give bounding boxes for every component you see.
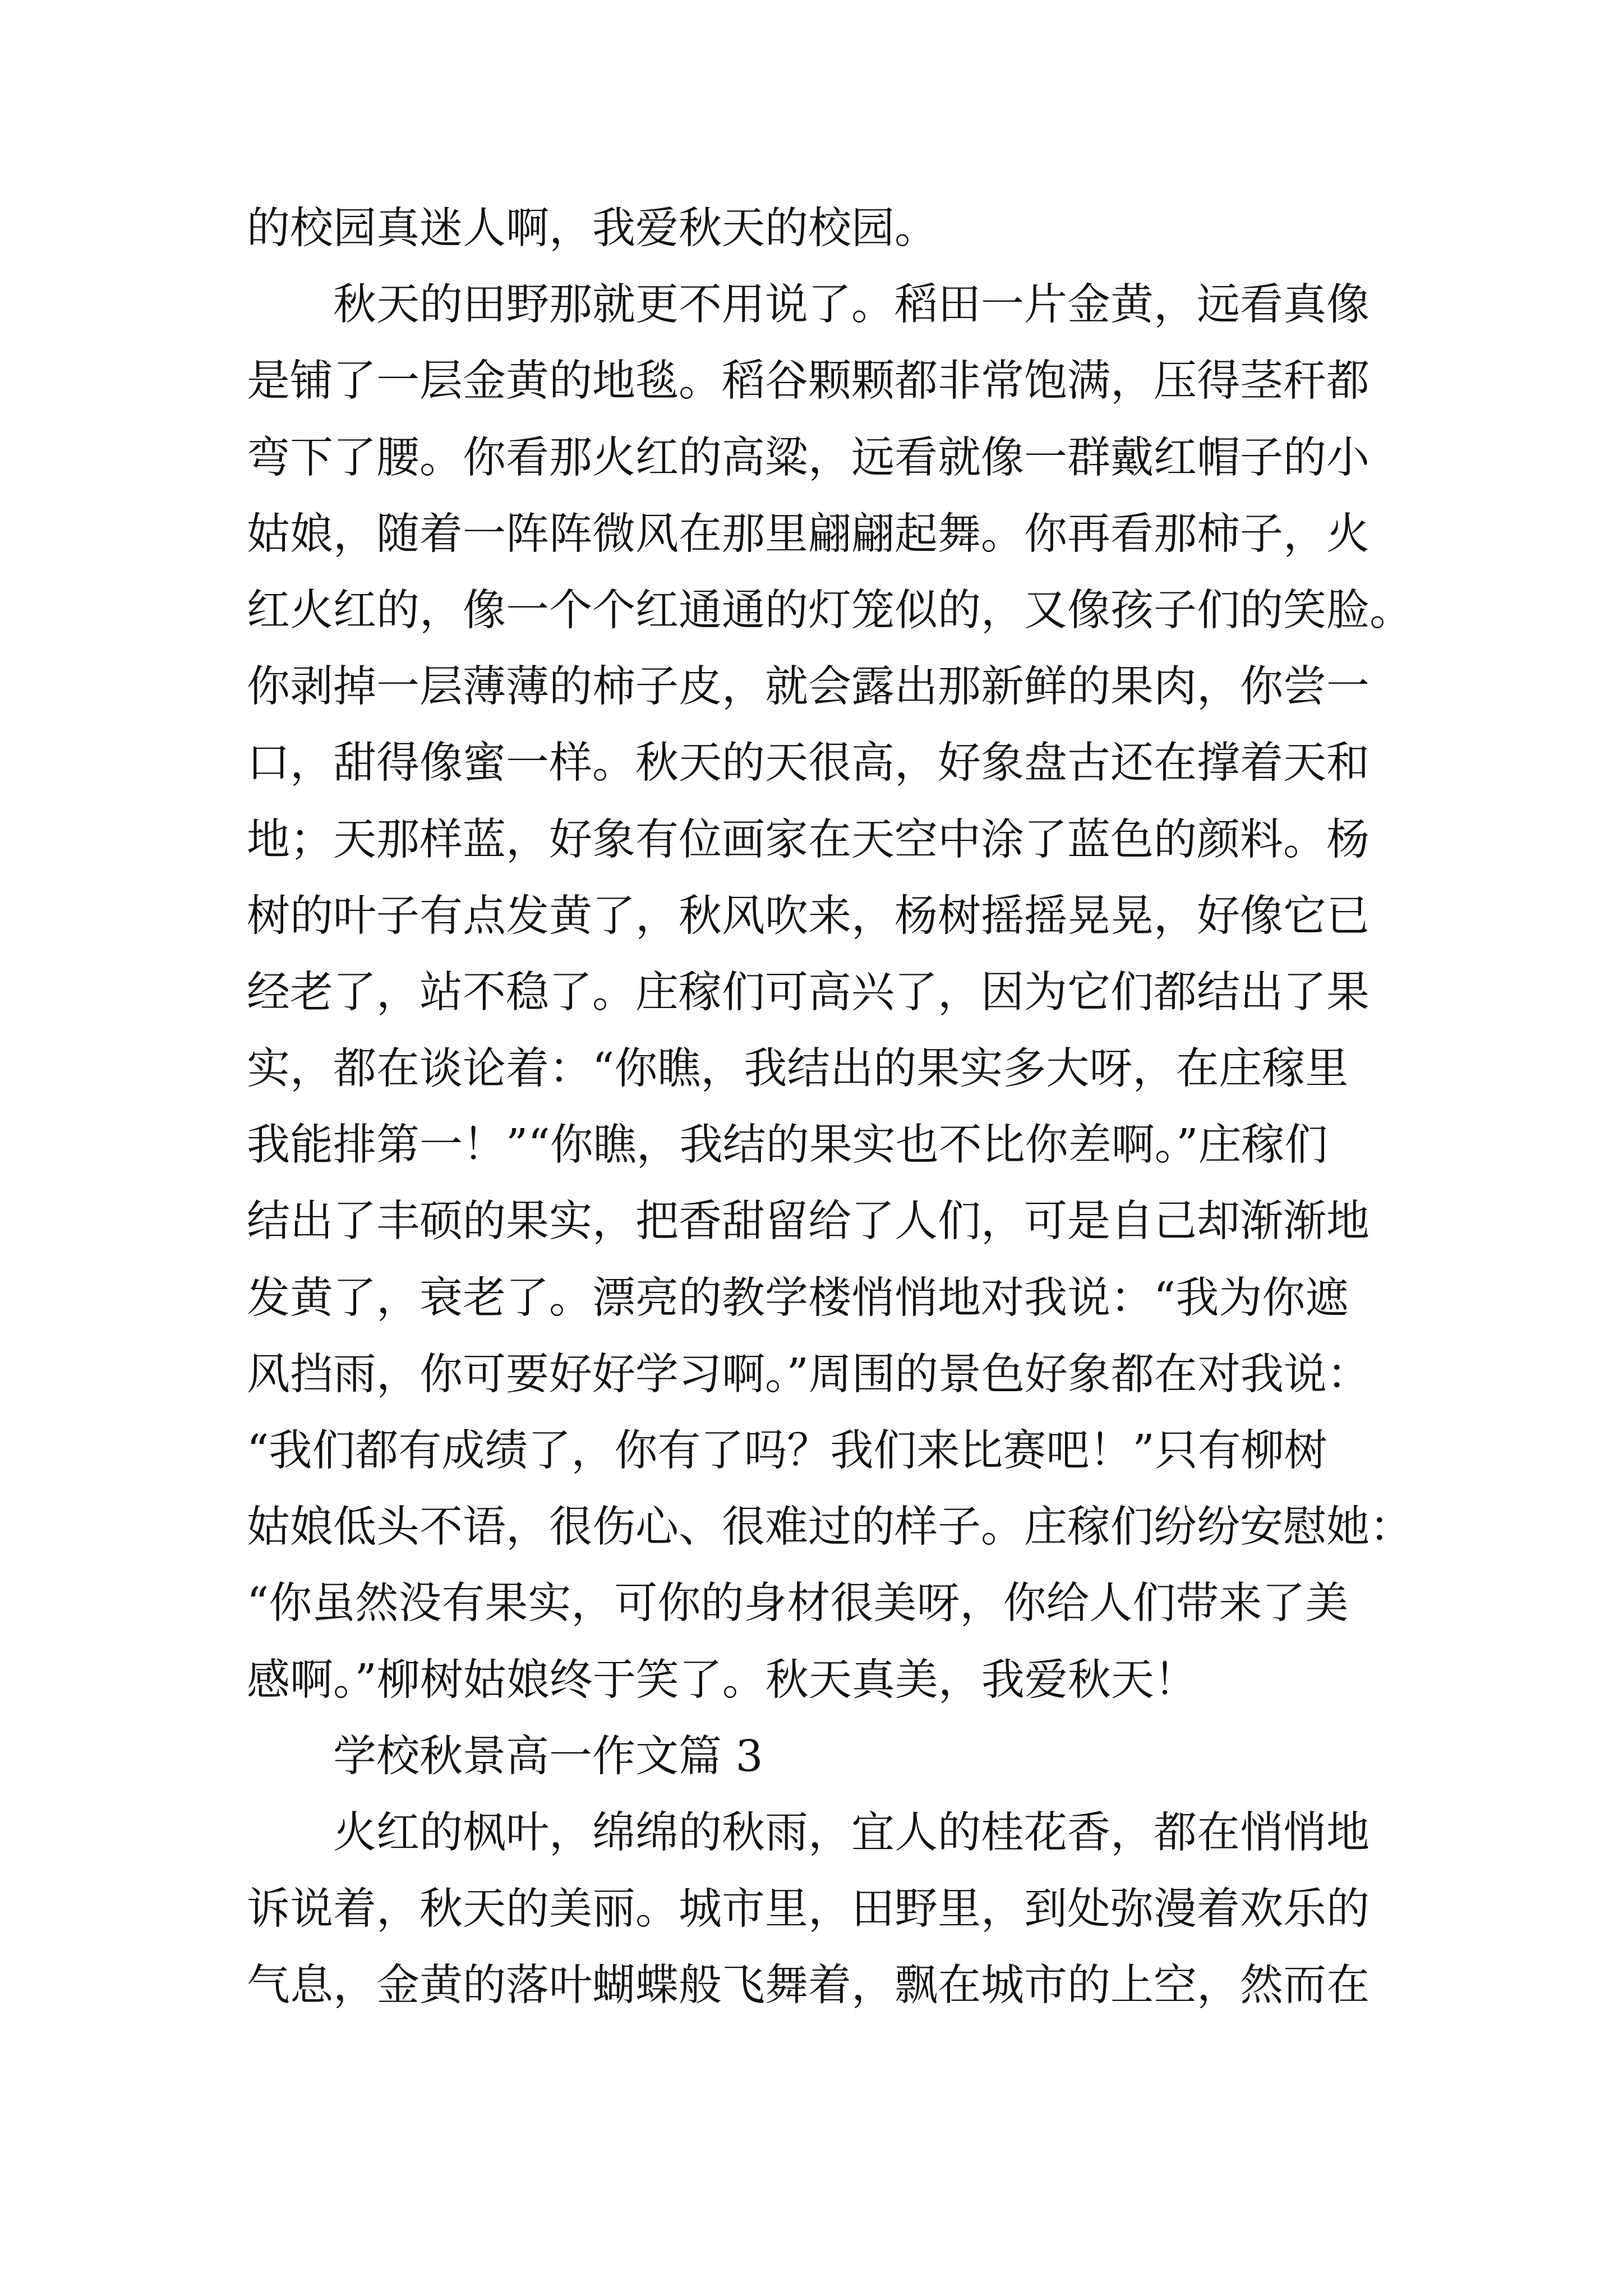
text-line: 姑娘，随着一阵阵微风在那里翩翩起舞。你再看那柿子，火 — [247, 509, 1370, 559]
text-line: 风挡雨，你可要好好学习啊。”周围的景色好象都在对我说： — [247, 1349, 1370, 1400]
text-line: 经老了，站不稳了。庄稼们可高兴了，因为它们都结出了果 — [247, 967, 1370, 1018]
paragraph-start-line: 火红的枫叶，绵绵的秋雨，宜人的桂花香，都在悄悄地 — [333, 1807, 1370, 1858]
text-line: 地；天那样蓝，好象有位画家在天空中涂了蓝色的颜料。杨 — [247, 815, 1370, 865]
section-heading: 学校秋景高一作文篇 3 — [333, 1731, 763, 1782]
text-line: 你剥掉一层薄薄的柿子皮，就会露出那新鲜的果肉，你尝一 — [247, 662, 1370, 712]
text-line: 姑娘低头不语，很伤心、很难过的样子。庄稼们纷纷安慰她： — [247, 1502, 1413, 1553]
text-line: “你虽然没有果实，可你的身材很美呀，你给人们带来了美 — [247, 1579, 1349, 1629]
text-line: 树的叶子有点发黄了，秋风吹来，杨树摇摇晃晃，好像它已 — [247, 891, 1370, 941]
text-line: 口，甜得像蜜一样。秋天的天很高，好象盘古还在撑着天和 — [247, 738, 1370, 789]
text-line: 结出了丰硕的果实，把香甜留给了人们，可是自己却渐渐地 — [247, 1197, 1370, 1247]
text-line: 实，都在谈论着：“你瞧，我结出的果实多大呀，在庄稼里 — [247, 1044, 1349, 1094]
text-line: 的校园真迷人啊，我爱秋天的校园。 — [247, 204, 938, 254]
text-line: 是铺了一层金黄的地毯。稻谷颗颗都非常饱满，压得茎秆都 — [247, 356, 1370, 407]
text-line: 气息，金黄的落叶蝴蝶般飞舞着，飘在城市的上空，然而在 — [247, 1961, 1370, 2011]
text-line: 红火红的，像一个个红通通的灯笼似的，又像孩子们的笑脸。 — [247, 585, 1413, 636]
text-line: 诉说着，秋天的美丽。城市里，田野里，到处弥漫着欢乐的 — [247, 1884, 1370, 1935]
text-line: 发黄了，衰老了。漂亮的教学楼悄悄地对我说：“我为你遮 — [247, 1273, 1349, 1323]
text-line: 弯下了腰。你看那火红的高粱，远看就像一群戴红帽子的小 — [247, 432, 1370, 483]
body-text — [247, 191, 1424, 2024]
text-line: 我能排第一！”“你瞧，我结的果实也不比你差啊。”庄稼们 — [247, 1120, 1328, 1171]
text-line: 感啊。”柳树姑娘终于笑了。秋天真美，我爱秋天！ — [247, 1655, 1197, 1705]
paragraph-start-line: 秋天的田野那就更不用说了。稻田一片金黄，远看真像 — [333, 280, 1370, 330]
text-line: “我们都有成绩了，你有了吗？我们来比赛吧！”只有柳树 — [247, 1426, 1327, 1476]
